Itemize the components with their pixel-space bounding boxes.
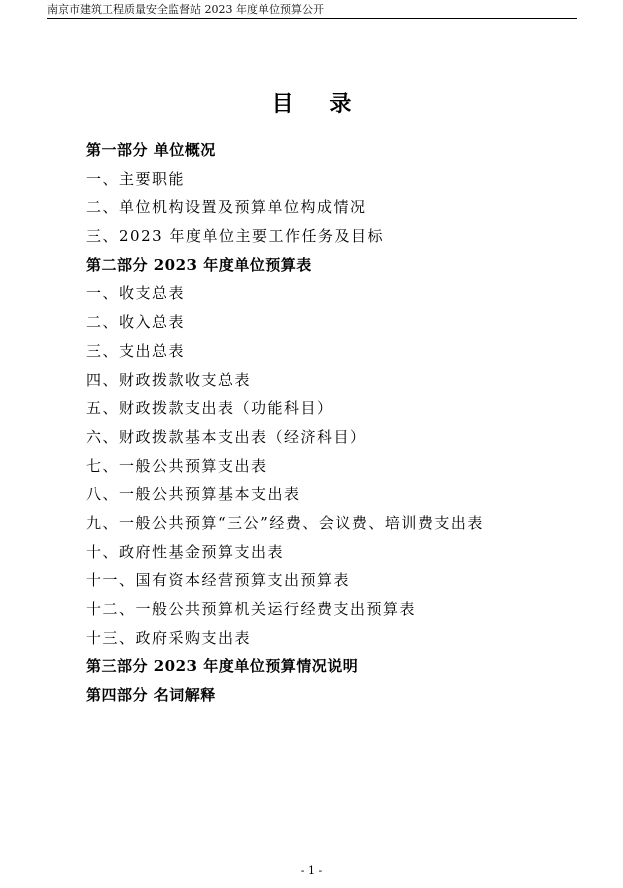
toc-item-main-functions[interactable]: 一、主要职能 — [86, 169, 186, 188]
toc-part-4[interactable]: 第四部分 名词解释 — [86, 686, 216, 705]
toc-item-three-public-expenses[interactable]: 九、一般公共预算“三公”经费、会议费、培训费支出表 — [86, 513, 484, 532]
toc-item-general-budget-expense[interactable]: 七、一般公共预算支出表 — [86, 456, 268, 475]
toc-item-org-structure[interactable]: 二、单位机构设置及预算单位构成情况 — [86, 198, 367, 217]
toc-item-government-procurement[interactable]: 十三、政府采购支出表 — [86, 628, 252, 647]
page-title: 目 录 — [271, 91, 366, 117]
toc-item-expense-summary[interactable]: 三、支出总表 — [86, 341, 186, 360]
toc-part-1[interactable]: 第一部分 单位概况 — [86, 141, 216, 159]
table-of-contents — [86, 136, 576, 710]
toc-item-state-capital-expense[interactable]: 十一、国有资本经营预算支出预算表 — [86, 571, 351, 590]
toc-item-fiscal-expense-functional[interactable]: 五、财政拨款支出表（功能科目） — [86, 399, 334, 418]
toc-item-income-expense-summary[interactable]: 一、收支总表 — [86, 284, 186, 303]
toc-item-income-summary[interactable]: 二、收入总表 — [86, 313, 186, 332]
running-header: 南京市建筑工程质量安全监督站 2023 年度单位预算公开 — [47, 3, 324, 16]
toc-item-tasks-goals[interactable]: 三、2023 年度单位主要工作任务及目标 — [86, 227, 384, 246]
header-rule — [47, 18, 577, 19]
toc-item-general-budget-basic-expense[interactable]: 八、一般公共预算基本支出表 — [86, 485, 301, 504]
toc-item-fiscal-appropriation-summary[interactable]: 四、财政拨款收支总表 — [86, 370, 252, 389]
toc-part-2[interactable]: 第二部分 2023 年度单位预算表 — [86, 255, 312, 274]
page-number: - 1 - — [300, 864, 323, 877]
toc-item-fiscal-basic-expense-economic[interactable]: 六、财政拨款基本支出表（经济科目） — [86, 427, 367, 446]
toc-item-agency-operating-expense[interactable]: 十二、一般公共预算机关运行经费支出预算表 — [86, 600, 417, 618]
toc-item-government-fund-expense[interactable]: 十、政府性基金预算支出表 — [86, 542, 285, 561]
toc-part-3[interactable]: 第三部分 2023 年度单位预算情况说明 — [86, 657, 359, 676]
